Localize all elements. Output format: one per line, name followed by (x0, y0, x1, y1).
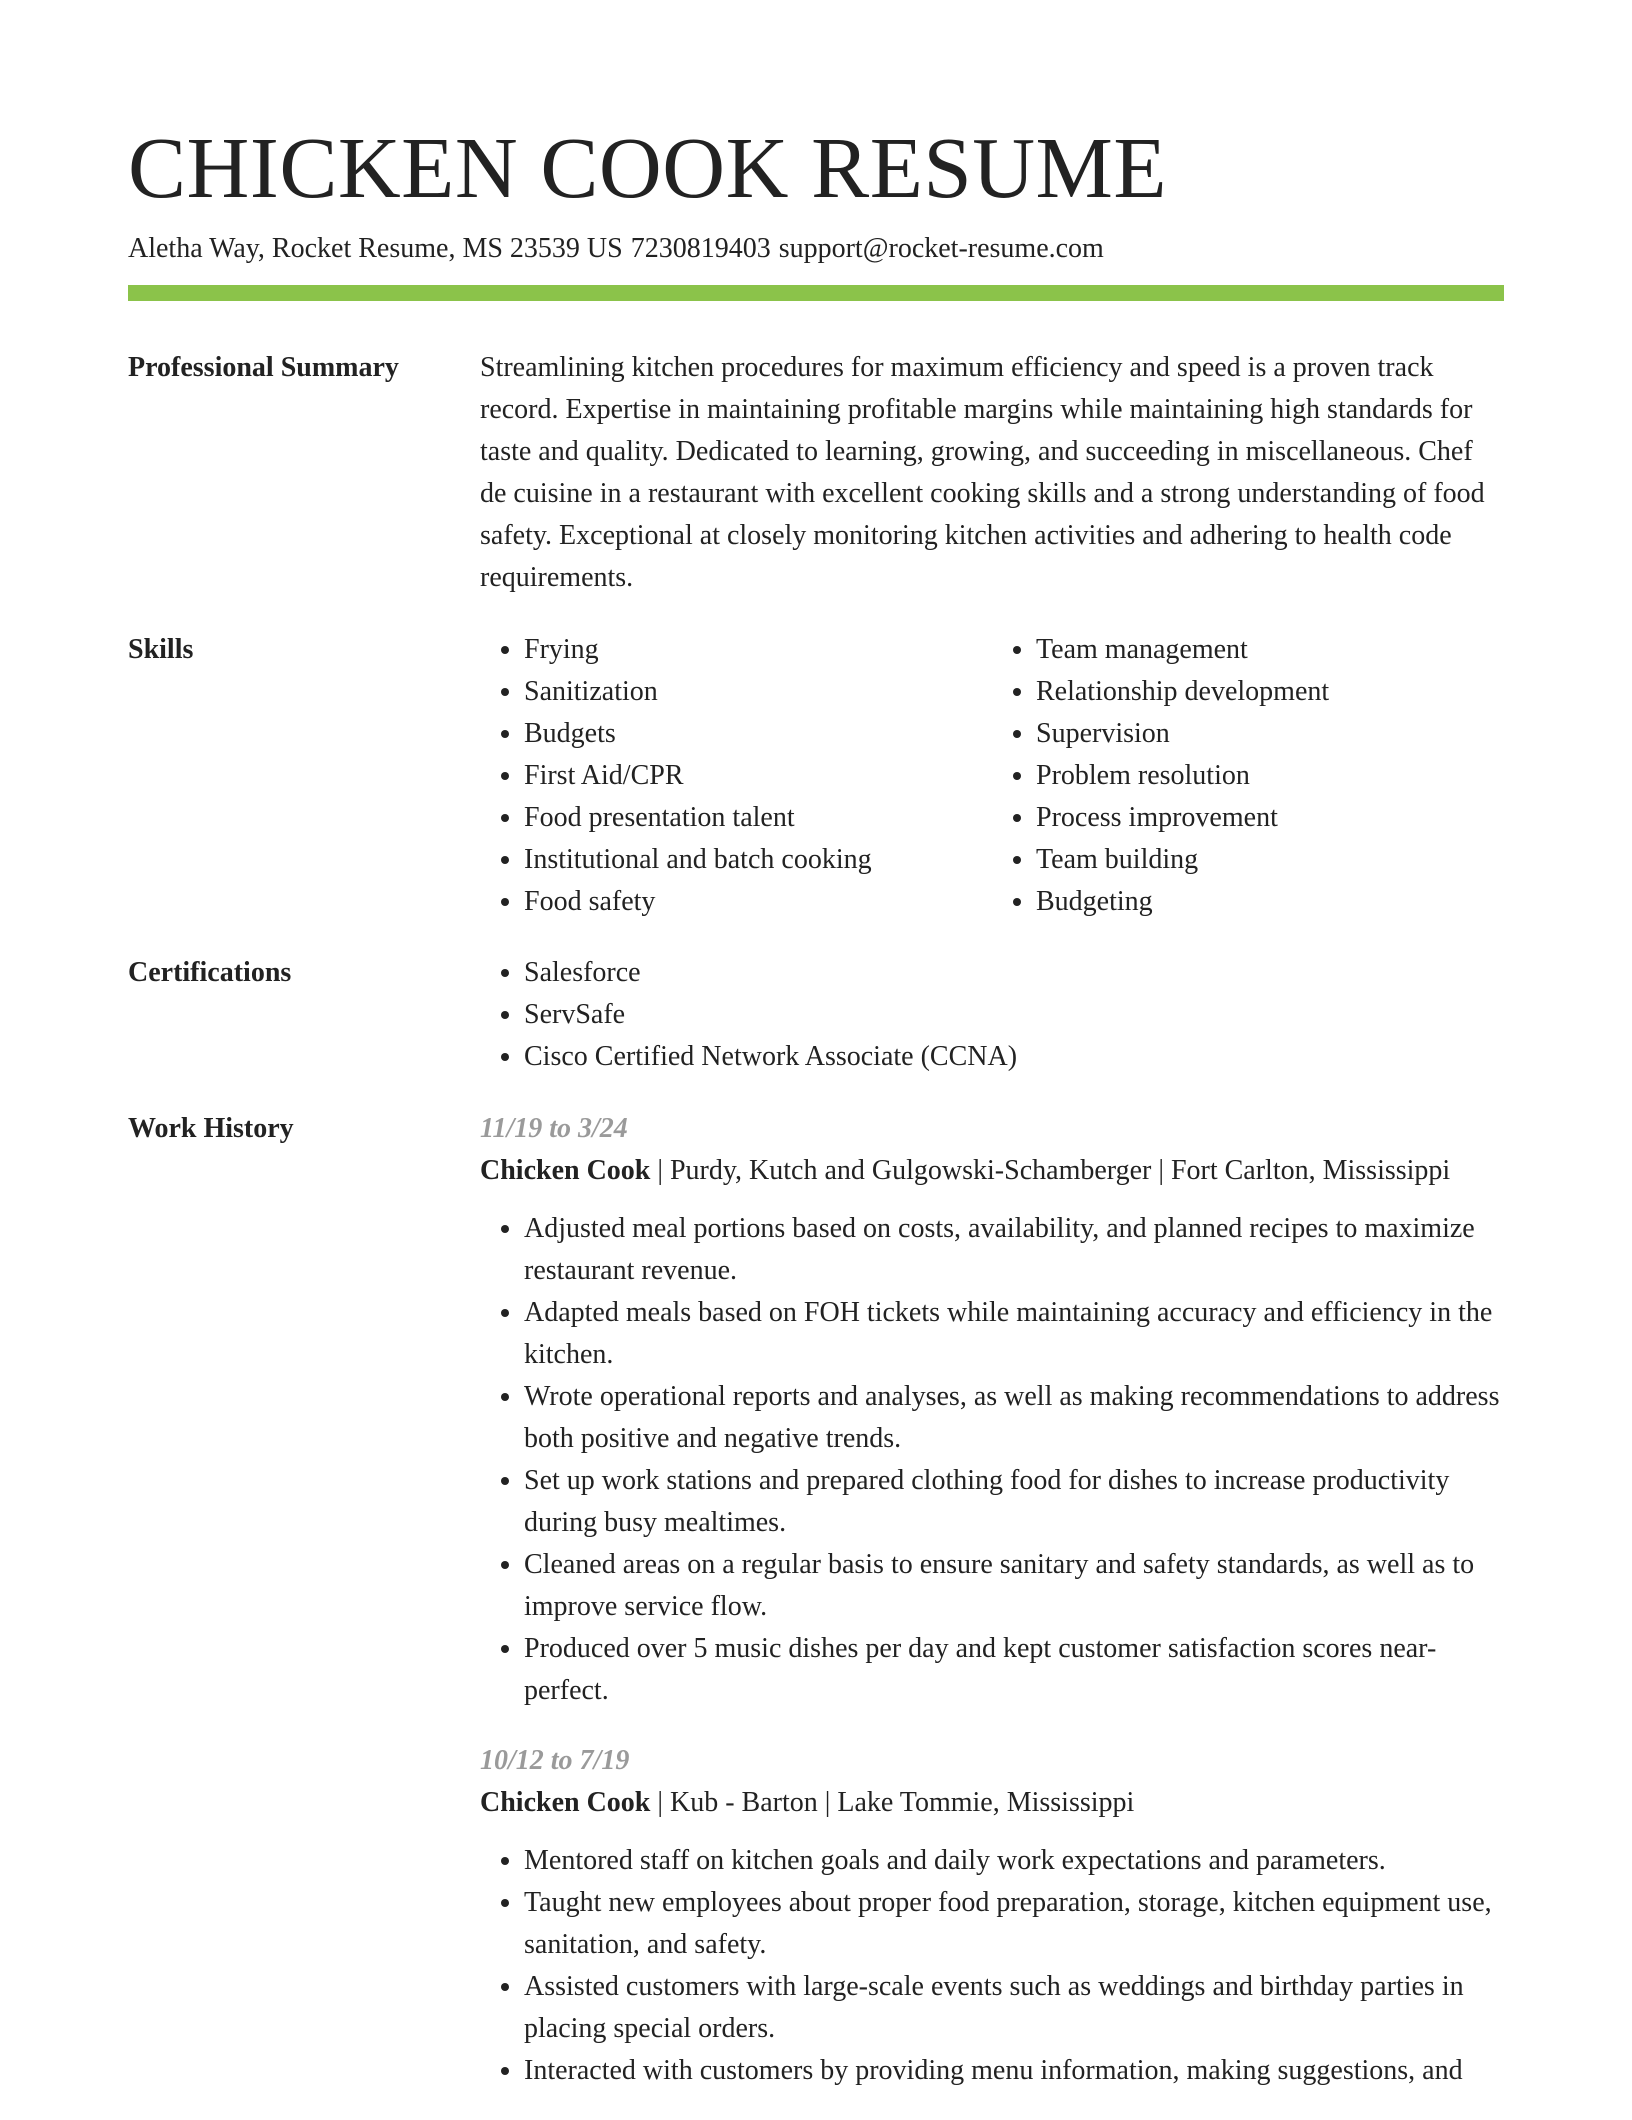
work-history-heading: Work History (128, 1113, 294, 1144)
job-details: | Purdy, Kutch and Gulgowski-Schamberger | Fort Carlton, Mississippi (650, 1155, 1451, 1186)
certifications-heading: Certifications (128, 957, 292, 988)
list-item: • Food presentation talent (524, 797, 992, 839)
list-item: • First Aid/CPR (524, 755, 992, 797)
contact-address: Aletha Way, Rocket Resume, MS 23539 US (128, 233, 623, 264)
job-role: Chicken Cook (480, 1155, 651, 1186)
job-dates: 10/12 to 7/19 (480, 1745, 630, 1776)
certifications-list (480, 952, 1504, 1078)
job-bullets (480, 1840, 1504, 2092)
list-item: • Salesforce (524, 952, 1504, 994)
list-item: • Taught new employees about proper food preparation, storage, kitchen equipment use, sanitation, and safety. (524, 1882, 1504, 1966)
contact-line (128, 232, 1112, 266)
list-item: • ServSafe (524, 994, 1504, 1036)
list-item: • Team management (1036, 629, 1504, 671)
list-item: • Set up work stations and prepared clothing food for dishes to increase productivity during busy mealtimes. (524, 1460, 1504, 1544)
job-details: | Kub - Barton | Lake Tommie, Mississippi (650, 1787, 1135, 1818)
skills-list-left (480, 629, 992, 923)
list-item: • Adjusted meal portions based on costs, availability, and planned recipes to maximize restaurant revenue. (524, 1208, 1504, 1292)
job-dates: 11/19 to 3/24 (480, 1113, 628, 1144)
list-item: • Budgets (524, 713, 992, 755)
job-entry (480, 1740, 1504, 2092)
list-item: • Frying (524, 629, 992, 671)
header-divider (128, 285, 1504, 301)
contact-phone: 7230819403 (630, 233, 771, 264)
list-item: • Supervision (1036, 713, 1504, 755)
list-item: • Relationship development (1036, 671, 1504, 713)
list-item: • Process improvement (1036, 797, 1504, 839)
list-item: • Interacted with customers by providing menu information, making suggestions, and (524, 2050, 1504, 2092)
list-item: • Assisted customers with large-scale events such as weddings and birthday parties in placing special orders. (524, 1966, 1504, 2050)
job-title-line (480, 1782, 1504, 1824)
contact-email: support@rocket-resume.com (778, 233, 1104, 264)
list-item: • Wrote operational reports and analyses, as well as making recommendations to address both positive and negative trends. (524, 1376, 1504, 1460)
list-item: • Problem resolution (1036, 755, 1504, 797)
skills-heading: Skills (128, 634, 194, 665)
list-item: • Budgeting (1036, 881, 1504, 923)
list-item: • Sanitization (524, 671, 992, 713)
summary-text: Streamlining kitchen procedures for maximum efficiency and speed is a proven track record. Expertise in maintaining profitable margins while maintaining high standards for taste and quality. Dedicated to learning, growing, and succeeding in miscellaneous. Chef de cuisine in a restaurant with excellent cooking skills and a strong understanding of food safety. Exceptional at closely monitoring kitchen activities and adhering to health code requirements. (480, 352, 1485, 593)
list-item: • Mentored staff on kitchen goals and daily work expectations and parameters. (524, 1840, 1504, 1882)
summary-heading: Professional Summary (128, 352, 399, 383)
list-item: • Cisco Certified Network Associate (CCNA) (524, 1036, 1504, 1078)
job-bullets (480, 1208, 1504, 1712)
list-item: • Institutional and batch cooking (524, 839, 992, 881)
list-item: • Produced over 5 music dishes per day and kept customer satisfaction scores near-perfect. (524, 1628, 1504, 1712)
skills-list-right (992, 629, 1504, 923)
list-item: • Food safety (524, 881, 992, 923)
list-item: • Cleaned areas on a regular basis to ensure sanitary and safety standards, as well as to improve service flow. (524, 1544, 1504, 1628)
list-item: • Team building (1036, 839, 1504, 881)
resume-title: CHICKEN COOK RESUME (128, 119, 1168, 216)
job-entry (480, 1108, 1504, 1712)
list-item: • Adapted meals based on FOH tickets while maintaining accuracy and efficiency in the kitchen. (524, 1292, 1504, 1376)
job-title-line (480, 1150, 1504, 1192)
job-role: Chicken Cook (480, 1787, 651, 1818)
